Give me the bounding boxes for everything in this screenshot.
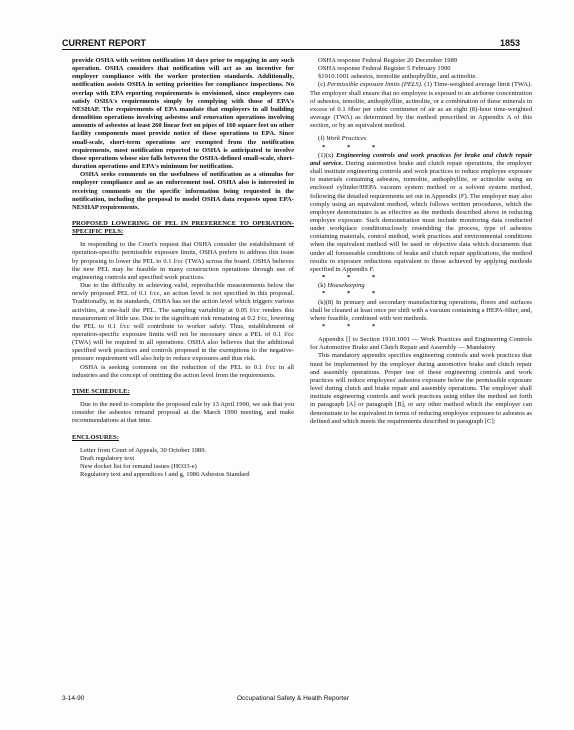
pel-label: (c): [318, 81, 326, 89]
pel-paragraph-1: In responding to the Court's request that OSHA consider the establishment of operation-specific permissible exposure limits, OSHA prefers to address this issue by proposing to lower the PEL to 0.1 f/cc (TWA) across the board. OSHA believes the new PEL may be feasible in many construction operations through use of engineering controls and specified work practices.: [72, 241, 294, 281]
brake-body: During automotive brake and clutch repair operations, the employer shall institute engineering controls and work practices to reduce employee exposure to materials containing asbestos, tremolite, anthophyllite, or actinolite using an enclosed cylinder/HEPA vacuum system method or a solvent system method, following the detailed requirements set out in Appendix (F). The employer may also comply using an equivalent method, which follows written procedures, which the employer demonstrates is as effective as the methods described above in reducing employee exposure. Such demonstration must include monitoring data conducted under workplace conditionsclosely resembling the process, type of asbestos containing materials, control method, work practices and environmental conditions when the equivalent method will be used or objective data which documents that under all foreseeable conditions of brake and clutch repair applications, the method results in exposure reductions equivalent to those achieved by applying methods specified in Appendix F.: [310, 159, 533, 273]
housekeeping-heading: (k) Housekeeping: [318, 282, 365, 290]
right-column: [310, 57, 532, 426]
page-number: 1853: [499, 38, 520, 48]
comments-paragraph: OSHA seeks comments on the usefulness of notification as a stimulus for employer compliance and as an enforcement tool. OSHA also is interested in receiving comments on the specific information being requested in the notification, including the proposal to model OSHA data requests upon EPA-NESHAP requirements.: [72, 171, 294, 211]
pel-heading: PROPOSED LOWERING OF PEL IN PREFERENCE TO OPERATION-SPECIFIC PELS:: [72, 219, 294, 236]
header-rule: [62, 49, 520, 50]
work-practices-title: Work Practices: [326, 135, 367, 143]
ellipsis-stars: * * *: [322, 274, 386, 282]
ellipsis-stars: * * *: [322, 323, 386, 330]
schedule-heading: TIME SCHEDULE:: [72, 387, 130, 395]
enclosure-item: Letter from Court of Appeals, 30 October 1989.: [80, 446, 207, 454]
ellipsis-stars: * * *: [322, 143, 386, 151]
schedule-paragraph: Due to the need to complete the proposed rule by 13 April 1990, we ask that you consider the asbestos remand proposal at the March 1990 meeting, and make recommendations at that time.: [72, 401, 294, 425]
enclosures-heading: ENCLOSURES:: [72, 433, 119, 441]
work-practices-heading: (f) Work Practices: [318, 135, 367, 143]
footer-date: 3-14-90: [62, 695, 85, 702]
pel-paragraph-2: Due to the difficulty in achieving valid, reproducible measurements below the newly proposed PEL of 0.1 f/cc, an action level is not specified in this proposal. Traditionally, in its standards, OSHA has set the action level which triggers various activities, at one-half the PEL. The sampling variability at 0.05 f/cc renders this measurement of little use. Due to the significant risk remaining at 0.2 f/cc, lowering the PEL to 0.1 f/cc will contribute to worker safety. Thus, establishment of operation-specific exposure limits will not be necessary since a PEL of 0.1 f/cc (TWA) will be required in all operations. OSHA also believes that the additional specified work practices and controls proposed in the exemptions to the negative-pressure requirement will also help to reduce exposures and thus risk.: [72, 282, 294, 363]
enclosure-item: New docket list for remand issues (HO33-e): [80, 463, 197, 471]
enclosure-item: Regulatory text and appendices f and g, 1986 Asbestos Standard: [80, 471, 250, 479]
housekeeping-title: Housekeeping: [327, 282, 365, 290]
appendix-paragraph: This mandatory appendix specifies engineering controls and work practices that must be implemented by the employer during automotive brake and clutch repair and assembly operations. Proper use of these engineering controls and work practices will reduce employees' asbestos exposure below the permissible exposure level during clutch and brake repair and assembly operations. The employer shall institute engineering controls and work practices using either the method set forth in paragraph [A] or paragraph [B], or any other method which the employer can demonstrate to be equivalent in terms of reducing employee exposure to asbestos as defined and which meets the requirements described in paragraph [C]:: [310, 352, 532, 425]
brake-title: Engineering controls and work practices for brake and clutch repair and service.: [310, 151, 532, 167]
pel-paragraph-3: OSHA is seeking comment on the reduction of the PEL to 0.1 f/cc in all industries and the concept of omitting the action level from the requirements.: [72, 363, 294, 379]
response-line: OSHA response Federal Register 5 February 1990: [318, 65, 451, 73]
footer-publication: Occupational Safety & Health Reporter: [237, 695, 350, 702]
pel-section: [310, 81, 532, 130]
running-header: [62, 32, 520, 48]
section-title: CURRENT REPORT: [62, 38, 147, 48]
brake-clutch-section: [310, 152, 532, 274]
brake-label: (1)(x): [318, 151, 334, 159]
housekeeping-paragraph: (k)(8) In primary and secondary manufacturing operations, floors and surfaces shall be cleaned at least once per shift with a vacuum containing a HEPA-filter, and, where feasible, combined with wet methods.: [310, 298, 532, 322]
response-line: §1910.1001 asbestos, tremolite anthophyllite, and actinolite.: [318, 73, 478, 81]
pel-title: Permissible exposure limits (PELS).: [327, 81, 423, 89]
response-line: OSHA response Federal Register 20 December 1989: [318, 57, 458, 64]
ellipsis-stars: * * *: [322, 290, 386, 298]
appendix-title: Appendix [] to Section 1910.1001 — Work Practices and Engineering Controls for Automotive Brake and Clutch Repair and Assembly — Mandatory: [310, 336, 532, 352]
pel-body: (1) Time-weighted average limit (TWA). The employer shall ensure that no employee is exposed to an airborne concentration of asbestos, temolite, anthophyllite, actinolite, or a combination of these minerals in excess of 0.1 fiber per cubic centimeter of air as an eight (8)-hour time-weighted average (TWA) as determined by the method prescribed in Appendix A of this section, or by an equivalent method.: [310, 81, 533, 130]
notification-paragraph: provide OSHA with written notification 10 days prior to engaging in any such operation. OSHA considers that notification will act as an incentive for employer compliance with the worker protection standards. Additionally, notification assists OSHA in setting priorities for compliance inspections. No overlap with EPA reporting requirements is envisioned, since employers can satisfy OSHA's requirements simply by complying with those of EPA's NESHAP. The requirements of EPA mandate that employers in all building demolition operations involving asbestos and renovation operations involving amounts of asbestos at least 260 linear feet on pipes of 160 square feet on other facility components must provide notice of these operations to EPA. Since small-scale, short-term operations are exempted from the notification requirements, most notification reported to OSHA is anticipated to involve those operations whose size falls between the OSHA-defined small-scale, short-duration operations and EPA's minimum for notification.: [72, 57, 294, 171]
left-column: [72, 57, 294, 479]
enclosure-item: Draft regulatory text: [80, 454, 135, 462]
